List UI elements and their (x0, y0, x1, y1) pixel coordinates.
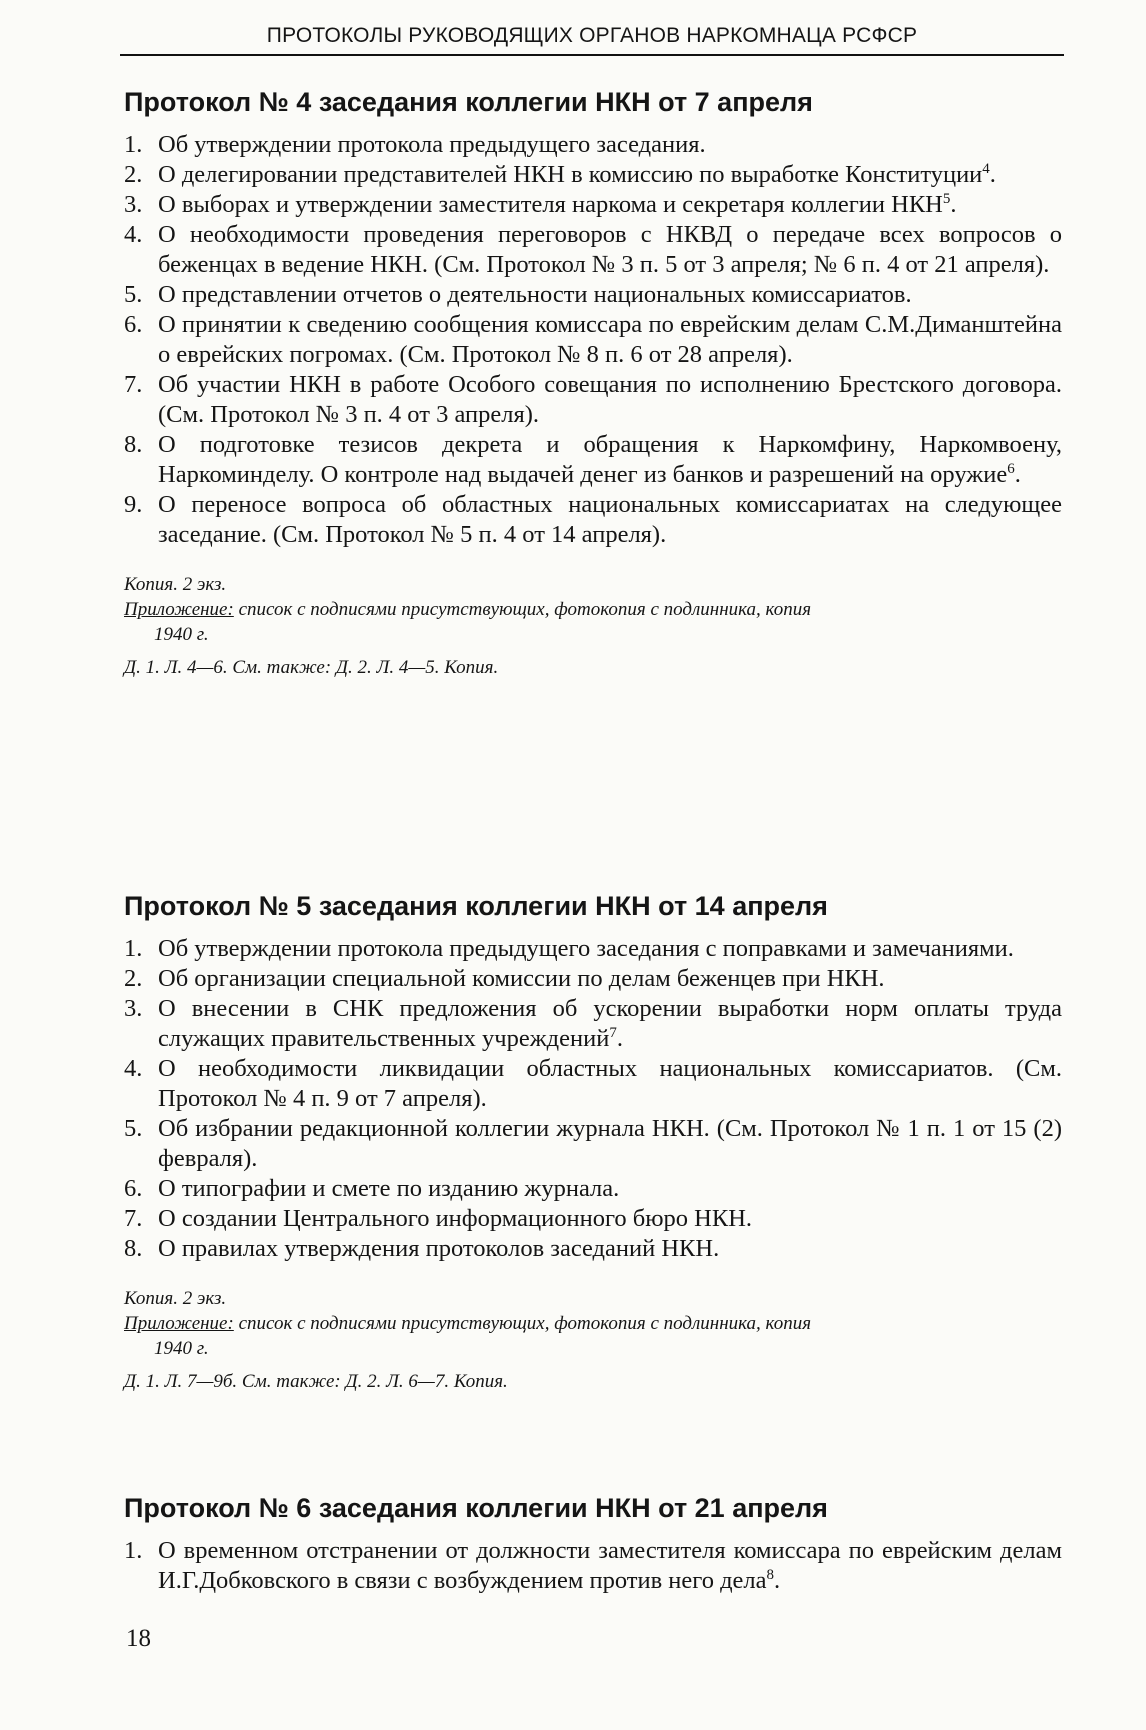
page-number: 18 (126, 1625, 151, 1652)
item-text: О создании Центрального информационного бюро НКН. (158, 1205, 753, 1232)
appendix-line (124, 1311, 1062, 1336)
item-number: 8. (124, 1235, 143, 1262)
agenda-item (124, 934, 1062, 964)
appendix-year: 1940 г. (154, 1338, 209, 1359)
item-number: 5. (124, 1115, 143, 1142)
protocol-5-notes (124, 1286, 1062, 1394)
item-text: О принятии к сведению сообщения комиссара по еврейским делам С.М.Диманштейна о еврейских погромах. (См. Протокол № 8 п. 6 от 28 апреля). (158, 311, 1062, 368)
agenda-item (124, 1234, 1062, 1264)
item-text: Об организации специальной комиссии по делам беженцев при НКН. (158, 965, 885, 992)
agenda-item (124, 220, 1062, 280)
agenda-item: 3. О выборах и утверждении заместителя наркома и секретаря коллегии НКН$^5$. (124, 190, 957, 218)
footnote-marker: 8 (766, 1566, 775, 1583)
footnote-marker: 7 (609, 1024, 617, 1041)
item-text: О необходимости ликвидации областных национальных комиссариатов. (См. Протокол № 4 п. 9 от 7 апреля). (158, 1055, 1062, 1112)
item-text: Об избрании редакционной коллегии журнала НКН. (См. Протокол № 1 п. 1 от 15 (2) февраля). (158, 1115, 1062, 1172)
copy-note: Копия. 2 экз. (124, 574, 227, 595)
item-number: 1. (124, 131, 143, 158)
item-text: О выборах и утверждении заместителя наркома и секретаря коллегии НКН (158, 191, 943, 218)
item-number: 9. (124, 491, 143, 518)
archive-reference: Д. 1. Л. 7—9б. См. также: Д. 2. Л. 6—7. Копия. (124, 1371, 508, 1392)
protocol-4-agenda (124, 130, 1062, 550)
protocol-4-title: Протокол № 4 заседания коллегии НКН от 7 апреля (124, 87, 813, 117)
item-number: 8. (124, 431, 143, 458)
protocol-5-title: Протокол № 5 заседания коллегии НКН от 14 апреля (124, 891, 828, 921)
item-number: 1. (124, 935, 143, 962)
appendix-line (124, 597, 1062, 622)
item-number: 3. (124, 995, 143, 1022)
item-text: О необходимости проведения переговоров с НКВД о передаче всех вопросов о беженцах в ведение НКН. (См. Протокол № 3 п. 5 от 3 апреля; № 6 п. 4 от 21 апреля). (158, 221, 1062, 278)
item-text: О правилах утверждения протоколов заседаний НКН. (158, 1235, 720, 1262)
item-number: 2. (124, 161, 143, 188)
footnote-marker: 6 (1007, 460, 1015, 477)
appendix-label: Приложение: (124, 599, 234, 620)
agenda-item (124, 1054, 1062, 1114)
protocol-6-section (124, 1490, 1062, 1596)
protocol-5-agenda (124, 934, 1062, 1264)
agenda-item (124, 1114, 1062, 1174)
agenda-item: 3. О внесении в СНК предложения об ускорении выработки норм оплаты труда служащих правительственных учреждений$^7$. (124, 995, 1062, 1052)
agenda-item: 8. О подготовке тезисов декрета и обращения к Наркомфину, Наркомвоену, Наркоминделу. О контроле над выдачей денег из банков и разрешений на оружие$^6$. (124, 431, 1062, 488)
item-number: 4. (124, 1055, 143, 1082)
agenda-item (124, 310, 1062, 370)
item-number: 6. (124, 1175, 143, 1202)
item-text: Об участии НКН в работе Особого совещания по исполнению Брестского договора. (См. Протокол № 3 п. 4 от 3 апреля). (158, 371, 1062, 428)
item-text: О типографии и смете по изданию журнала. (158, 1175, 620, 1202)
footnote-marker: 5 (942, 190, 951, 207)
agenda-item (124, 964, 1062, 994)
copy-note: Копия. 2 экз. (124, 1288, 227, 1309)
appendix-text: список с подписями присутствующих, фотокопия с подлинника, копия (233, 1313, 812, 1334)
item-number: 2. (124, 965, 143, 992)
protocol-4-section (124, 84, 1062, 680)
item-number: 1. (124, 1537, 143, 1564)
protocol-5-section (124, 888, 1062, 1394)
archive-reference: Д. 1. Л. 4—6. См. также: Д. 2. Л. 4—5. Копия. (124, 657, 499, 678)
item-text: О временном отстранении от должности заместителя комиссара по еврейским делам И.Г.Добковского в связи с возбуждением против него дела (158, 1537, 1062, 1594)
item-text: О переносе вопроса об областных национальных комиссариатах на следующее заседание. (См. Протокол № 5 п. 4 от 14 апреля). (158, 491, 1062, 548)
agenda-item (124, 1174, 1062, 1204)
protocol-6-title: Протокол № 6 заседания коллегии НКН от 21 апреля (124, 1493, 828, 1523)
footnote-marker: 4 (982, 160, 990, 177)
appendix-label: Приложение: (124, 1313, 234, 1334)
running-header: ПРОТОКОЛЫ РУКОВОДЯЩИХ ОРГАНОВ НАРКОМНАЦА РСФСР (120, 24, 1064, 56)
agenda-item: 1. О временном отстранении от должности заместителя комиссара по еврейским делам И.Г.Добковского в связи с возбуждением против него дела$^8$. (124, 1537, 1062, 1594)
item-number: 3. (124, 191, 143, 218)
item-number: 5. (124, 281, 143, 308)
agenda-item (124, 370, 1062, 430)
item-text: Об утверждении протокола предыдущего заседания. (158, 131, 706, 158)
protocol-6-agenda (124, 1536, 1062, 1596)
agenda-item: 2. О делегировании представителей НКН в комиссию по выработке Конституции$^4$. (124, 160, 996, 188)
agenda-item (124, 280, 1062, 310)
agenda-item (124, 490, 1062, 550)
item-text: О подготовке тезисов декрета и обращения к Наркомфину, Наркомвоену, Наркоминделу. О контроле над выдачей денег из банков и разрешений на оружие (158, 431, 1062, 488)
item-number: 4. (124, 221, 143, 248)
item-text: О делегировании представителей НКН в комиссию по выработке Конституции (158, 161, 983, 188)
agenda-item (124, 1204, 1062, 1234)
item-number: 6. (124, 311, 143, 338)
protocol-4-notes (124, 572, 1062, 680)
item-text: О внесении в СНК предложения об ускорении выработки норм оплаты труда служащих правительственных учреждений (158, 995, 1062, 1052)
appendix-text: список с подписями присутствующих, фотокопия с подлинника, копия (233, 599, 812, 620)
item-text: Об утверждении протокола предыдущего заседания с поправками и замечаниями. (158, 935, 1014, 962)
item-number: 7. (124, 371, 143, 398)
agenda-item (124, 130, 1062, 160)
item-number: 7. (124, 1205, 143, 1232)
item-text: О представлении отчетов о деятельности национальных комиссариатов. (158, 281, 912, 308)
appendix-year: 1940 г. (154, 624, 209, 645)
